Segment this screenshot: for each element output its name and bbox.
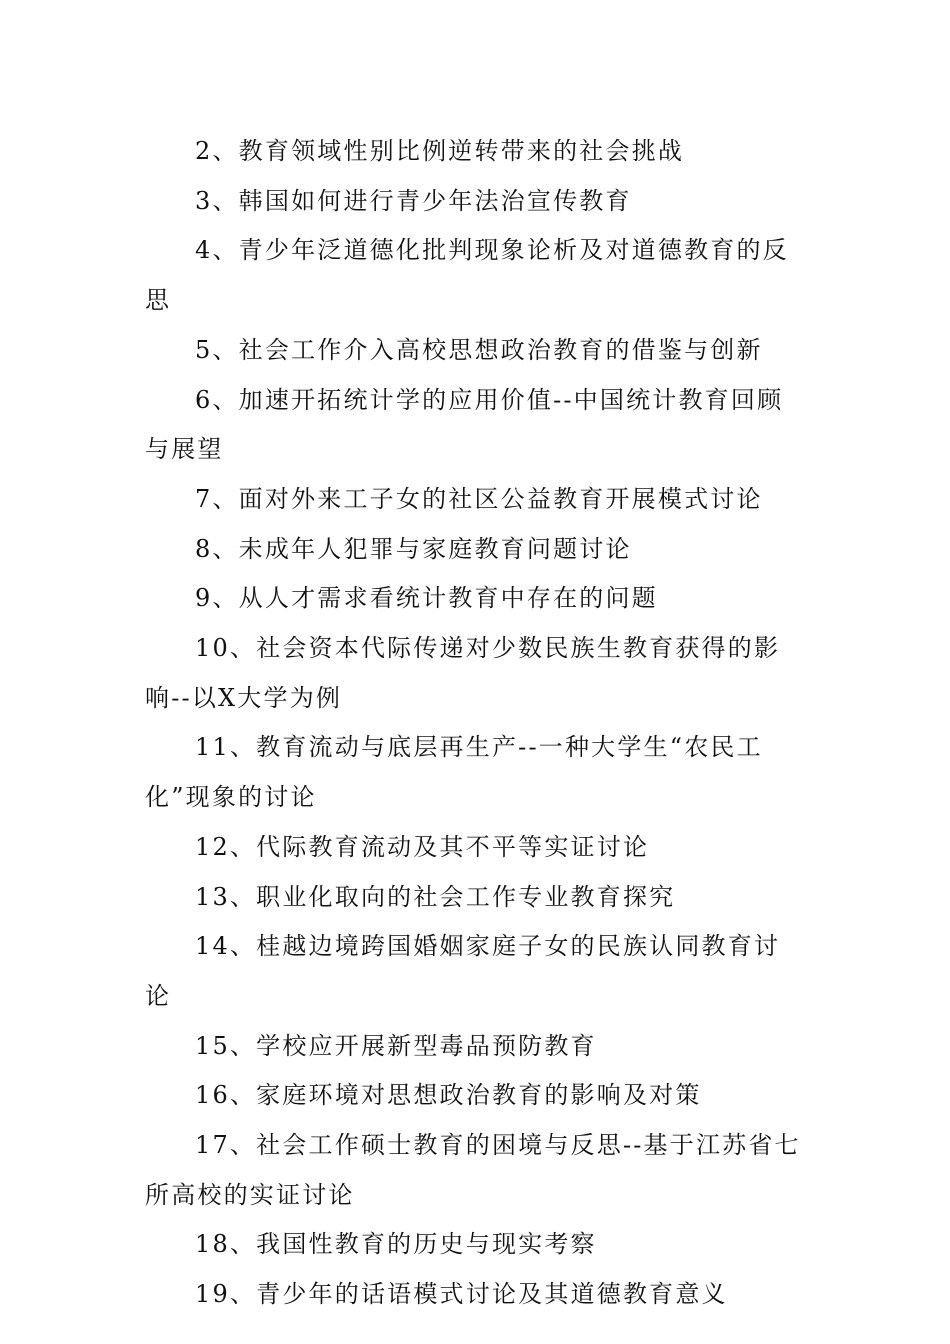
topic-list — [145, 127, 805, 1320]
list-item: 19、青少年的话语模式讨论及其道德教育意义 — [195, 1280, 728, 1309]
list-item: 7、面对外来工子女的社区公益教育开展模式讨论 — [195, 484, 763, 513]
list-item: 5、社会工作介入高校思想政治教育的借鉴与创新 — [195, 335, 763, 364]
list-item: 18、我国性教育的历史与现实考察 — [195, 1230, 597, 1259]
list-item: 15、学校应开展新型毒品预防教育 — [195, 1031, 597, 1060]
list-item: 8、未成年人犯罪与家庭教育问题讨论 — [195, 534, 632, 563]
list-item: 9、从人才需求看统计教育中存在的问题 — [195, 584, 658, 613]
list-item: 16、家庭环境对思想政治教育的影响及对策 — [195, 1081, 702, 1110]
list-item: 17、社会工作硕士教育的困境与反思--基于江苏省七所高校的实证讨论 — [145, 1131, 801, 1209]
list-item: 3、韩国如何进行青少年法治宣传教育 — [195, 186, 632, 215]
list-item: 6、加速开拓统计学的应用价值--中国统计教育回顾与展望 — [145, 385, 784, 464]
list-item: 14、桂越边境跨国婚姻家庭子女的民族认同教育讨论 — [145, 932, 781, 1010]
list-item: 13、职业化取向的社会工作专业教育探究 — [195, 882, 676, 911]
list-item: 11、教育流动与底层再生产--一种大学生“农民工化”现象的讨论 — [145, 733, 763, 812]
list-item: 4、青少年泛道德化批判现象论析及对道德教育的反思 — [145, 236, 789, 315]
list-item: 10、社会资本代际传递对少数民族生教育获得的影响--以X大学为例 — [145, 634, 781, 712]
list-item: 12、代际教育流动及其不平等实证讨论 — [195, 832, 650, 861]
list-item: 2、教育领域性别比例逆转带来的社会挑战 — [195, 137, 685, 165]
